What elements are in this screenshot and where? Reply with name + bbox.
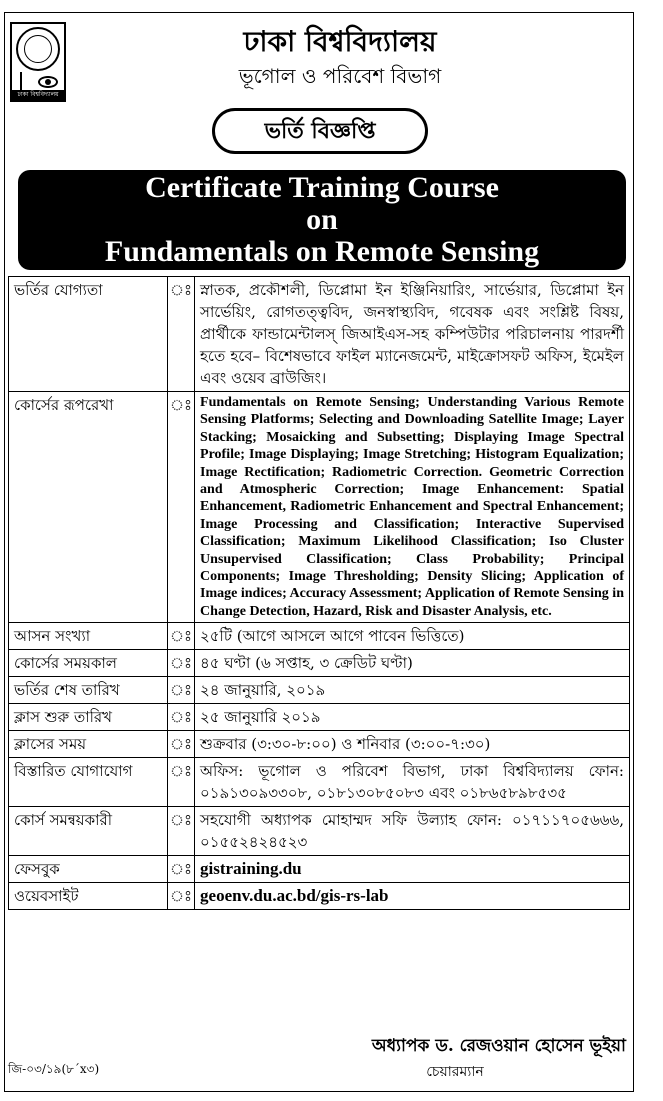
row-separator: ঃ [168, 807, 195, 856]
signatory-title: চেয়ারম্যান [426, 1064, 484, 1080]
course-outline-value: Fundamentals on Remote Sensing; Understanding Various Remote Sensing Platforms; Selecting and Downloading Satellite Image; Layer Stacking; Mosaicking and Subsetting; Displaying Image Spectral Profile; Image Displaying; Image Stretching; Histogram Equalization; Image Rectification; Radiometric Correction. Geometric Correction and Atmospheric Correction; Image Enhancement: Spatial Enhancement, Radiometric Enhancement and Spectral Enhancement; Image Processing and Classification; Interactive Supervised Classification; Maximum Likelihood Classification; Iso Cluster Unsupervised Classification; Class Probability; Principal Components; Image Thresholding; Density Slicing; Application of Image indices; Accuracy Assessment; Application of Remote Sensing in Change Detection, Hazard, Risk and Disaster Analysis, etc. [195, 392, 630, 623]
course-info-table [8, 276, 630, 910]
class-start-value: ২৫ জানুয়ারি ২০১৯ [195, 704, 630, 731]
row-label: আসন সংখ্যা [9, 623, 168, 650]
admission-deadline-value: ২৪ জানুয়ারি, ২০১৯ [195, 677, 630, 704]
table-row [9, 650, 630, 677]
table-row [9, 856, 630, 883]
banner-line-1: Certificate Training Course [145, 171, 499, 204]
table-row [9, 392, 630, 623]
table-row [9, 758, 630, 807]
course-title-banner [18, 170, 626, 270]
table-row [9, 677, 630, 704]
table-row [9, 731, 630, 758]
banner-line-2: on [306, 203, 338, 236]
table-row [9, 704, 630, 731]
row-separator: ঃ [168, 623, 195, 650]
table-row [9, 277, 630, 392]
eligibility-value: স্নাতক, প্রকৌশলী, ডিপ্লোমা ইন ইঞ্জিনিয়ারিং, সার্ভেয়ার, ডিপ্লোমা ইন সার্ভেয়িং, রোগতত্ত্ববিদ, জনস্বাস্থ্যবিদ, গবেষক এবং সংশ্লিষ্ট বিষয়, প্রার্থীকে ফান্ডামেন্টালস্ জিআইএস-সহ কম্পিউটার পরিচালনায় পারদর্শী হতে হবে– বিশেষভাবে ফাইল ম্যানেজমেন্ট, মাইক্রোসফট অফিস, ইমেইল এবং ওয়েব ব্রাউজিং। [195, 277, 630, 392]
row-separator: ঃ [168, 758, 195, 807]
table-row [9, 623, 630, 650]
department-name: ভূগোল ও পরিবেশ বিভাগ [238, 64, 442, 88]
row-label: ওয়েবসাইট [9, 883, 168, 910]
table-row [9, 807, 630, 856]
banner-line-3: Fundamentals on Remote Sensing [104, 235, 540, 268]
admission-notice-label: ভর্তি বিজ্ঞপ্তি [212, 108, 428, 154]
row-separator: ঃ [168, 392, 195, 623]
row-label: কোর্সের সময়কাল [9, 650, 168, 677]
row-label: ফেসবুক [9, 856, 168, 883]
logo-caption: ঢাকা বিশ্ববিদ্যালয় [12, 90, 64, 100]
coordinator-value: সহযোগী অধ্যাপক মোহাম্মদ সফি উল্যাহ ফোন: ০১৭১১৭০৫৬৬৬, ০১৫৫২৪২৪৫২৩ [195, 807, 630, 856]
table-row [9, 883, 630, 910]
facebook-link[interactable]: gistraining.du [195, 856, 630, 883]
row-label: বিস্তারিত যোগাযোগ [9, 758, 168, 807]
row-separator: ঃ [168, 731, 195, 758]
row-separator: ঃ [168, 277, 195, 392]
row-label: ক্লাস শুরু তারিখ [9, 704, 168, 731]
class-time-value: শুক্রবার (৩:৩০-৮:০০) ও শনিবার (৩:০০-৭:৩০) [195, 731, 630, 758]
row-label: ভর্তির শেষ তারিখ [9, 677, 168, 704]
university-logo [10, 22, 66, 102]
contact-details-value: অফিস: ভূগোল ও পরিবেশ বিভাগ, ঢাকা বিশ্ববিদ্যালয় ফোন: ০১৯১৩০৯৩৩০৮, ০১৮১৩০৮৫০৮৩ এবং ০১৮৬৫৮৯৮৫৩৫ [195, 758, 630, 807]
row-separator: ঃ [168, 677, 195, 704]
seat-count-value: ২৫টি (আগে আসলে আগে পাবেন ভিত্তিতে) [195, 623, 630, 650]
reference-code: জি-০৩/১৯(৮´x৩) [8, 1062, 100, 1076]
signatory-name: অধ্যাপক ড. রেজওয়ান হোসেন ভূইয়া [371, 1036, 626, 1056]
row-label: ভর্তির যোগ্যতা [9, 277, 168, 392]
row-label: কোর্স সমন্বয়কারী [9, 807, 168, 856]
logo-seal-ring [16, 27, 60, 71]
row-separator: ঃ [168, 856, 195, 883]
row-separator: ঃ [168, 883, 195, 910]
row-separator: ঃ [168, 704, 195, 731]
row-label: ক্লাসের সময় [9, 731, 168, 758]
university-name: ঢাকা বিশ্ববিদ্যালয় [243, 25, 437, 58]
website-link[interactable]: geoenv.du.ac.bd/gis-rs-lab [195, 883, 630, 910]
row-separator: ঃ [168, 650, 195, 677]
course-duration-value: ৪৫ ঘণ্টা (৬ সপ্তাহ, ৩ ক্রেডিট ঘণ্টা) [195, 650, 630, 677]
row-label: কোর্সের রূপরেখা [9, 392, 168, 623]
